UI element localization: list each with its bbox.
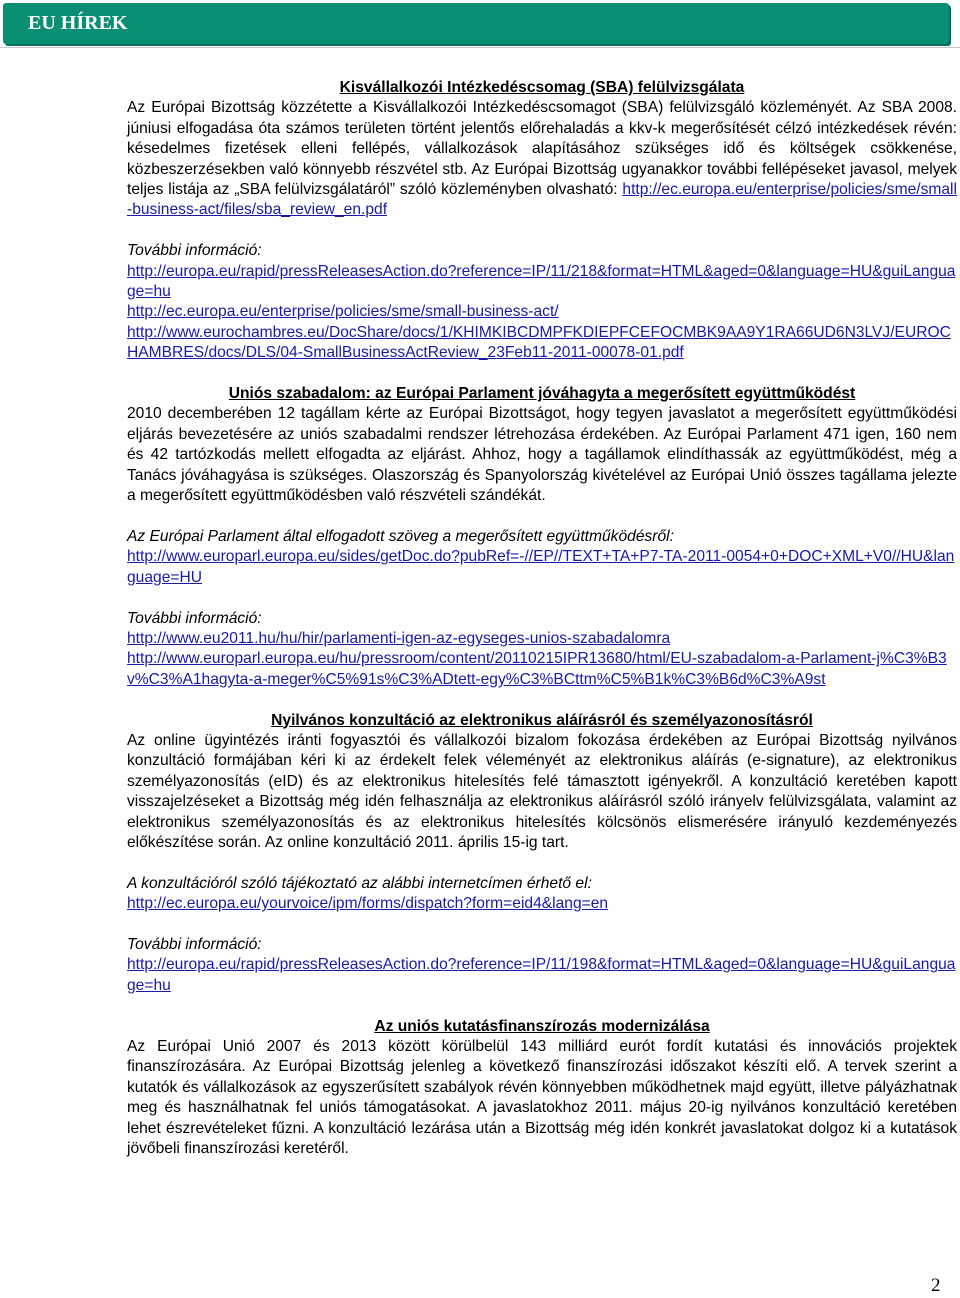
section-paragraph-text: Az Európai Bizottság közzétette a Kisvállalkozói Intézkedéscsomagot (SBA) felülvizsgáló közleményét. Az SBA 2008. júniusi elfogadása óta számos területen történt jelentős előrehaladás a kkv-k megerősítését célzó intézkedések révén: késedelmes fizetések elleni fellépés, vállalkozások alapításához szükséges idő és költségek csökkenése, közbeszerzésekben való könnyebb részvétel stb. Az Európai Bizottság ugyanakkor további fellépéseket javasol, melyek teljes listája az „SBA felülvizsgálatáról” szóló közleményben olvasható: — [127, 99, 957, 199]
link-yourvoice-consultation[interactable]: http://ec.europa.eu/yourvoice/ipm/forms/dispatch?form=eid4&lang=en — [127, 895, 609, 913]
more-info-label: További információ: — [127, 609, 262, 627]
link-press-release-ip-11-218[interactable]: http://europa.eu/rapid/pressReleasesAction.do?reference=IP/11/218&format=HTML&aged=0&language=HU&guiLanguage=hu — [127, 262, 956, 301]
link-press-release-ip-11-198[interactable]: http://europa.eu/rapid/pressReleasesAction.do?reference=IP/11/198&format=HTML&aged=0&language=HU&guiLanguage=hu — [127, 956, 956, 994]
more-info-label: További információ: — [127, 242, 262, 260]
link-small-business-act[interactable]: http://ec.europa.eu/enterprise/policies/sme/small-business-act/ — [127, 303, 559, 321]
article-content — [127, 78, 957, 1159]
link-europarl-pressroom[interactable]: http://www.europarl.europa.eu/hu/pressroom/content/20110215IPR13680/html/EU-szabadalom-a-Parlament-j%C3%B3v%C3%A1hagyta-a-meger%C5%91s%C3%ADtett-egy%C3%BCttm%C5%B1k%C3%B6d%C3%A9st — [127, 650, 947, 688]
banner-title: EU HÍREK — [3, 3, 949, 44]
more-info-label: További információ: — [127, 935, 262, 953]
section-heading-research-funding: Az uniós kutatásfinanszírozás modernizálása — [374, 1017, 710, 1035]
section-paragraph-patent: 2010 decemberében 12 tagállam kérte az Európai Bizottságot, hogy tegyen javaslatot a megerősített együttműködési eljárás bevezetésére az uniós szabadalmi rendszer létrehozása érdekében. Az Európai Parlament 471 igen, 160 nem és 42 tartózkodás mellett elfogadta az eljárást. Ahhoz, hogy a tagállamok elindíthassák az együttműködést, még a Tanács jóváhagyása is szükséges. Olaszország és Spanyolország kivételével az Európai Unió összes tagállama jelezte a megerősített együttműködésben való részvételi szándékát. — [127, 405, 957, 505]
section-heading-sba: Kisvállalkozói Intézkedéscsomag (SBA) felülvizsgálata — [339, 79, 745, 96]
sba-review-link[interactable]: http://ec.europa.eu/enterprise/policies/sme/small-business-act/files/sba_review_en.pdf — [127, 181, 957, 219]
link-europarl-getdoc[interactable]: http://www.europarl.europa.eu/sides/getDoc.do?pubRef=-//EP//TEXT+TA+P7-TA-2011-0054+0+DOC+XML+V0//HU&language=HU — [127, 548, 955, 586]
header-banner — [0, 0, 960, 48]
section-paragraph-esignature: Az online ügyintézés iránti fogyasztói és vállalkozói bizalom fokozása érdekében az Európai Bizottság nyilvános konzultáció formájában kéri ki az érdekelt felek véleményét az elektronikus aláírás (e-signature), az elektronikus személyazonosítás (eID) és az elektronikus hitelesítés felé támasztott igényekről. A konzultáció keretében kapott visszajelzéseket a Bizottság még idén felhasználja az elektronikus aláírásról szóló irányelv felülvizsgálata, valamint az elektronikus személyazonosítás és az elektronikus hitelesítés kölcsönös elismerésére irányuló kezdeményezés előkészítése során. Az online konzultáció 2011. április 15-ig tart. — [127, 731, 957, 851]
section-heading-patent: Uniós szabadalom: az Európai Parlament jóváhagyta a megerősített együttműködést — [228, 385, 856, 403]
consultation-info-label: A konzultációról szóló tájékoztató az alábbi internetcímen érhető el: — [127, 874, 592, 892]
section-paragraph-research-funding: Az Európai Unió 2007 és 2013 között körülbelül 143 milliárd eurót fordít kutatási és innovációs projektek finanszírozására. Az Európai Bizottság jelenleg a következő finanszírozási időszakot készíti elő. A tervek szerint a kutatók és vállalkozások az egyszerűsített szabályok révén könnyebben működhetnek majd együtt, illetve pályázhatnak meg és használhatnak fel uniós támogatásokat. A javaslatokhoz 2011. május 20-ig nyilvános konzultáció keretében lehet észrevételeket fűzni. A konzultáció lezárása után a Bizottság még idén konkrét javaslatokat dolgoz ki a kutatások jövőbeli finanszírozási keretéről. — [127, 1037, 957, 1157]
section-heading-esignature: Nyilvános konzultáció az elektronikus aláírásról és személyazonosításról — [271, 711, 813, 729]
adopted-text-label: Az Európai Parlament által elfogadott szöveg a megerősített együttműködésről: — [127, 527, 674, 545]
page-number: 2 — [931, 1275, 941, 1296]
section-paragraph-sba — [127, 98, 957, 220]
link-eurochambres-pdf[interactable]: http://www.eurochambres.eu/DocShare/docs/1/KHIMKIBCDMPFKDIEPFCEFOCMBK9AA9Y1RA66UD6N3LVJ/EUROCHAMBRES/docs/DLS/04-SmallBusinessActReview_23Feb11-2011-00078-01.pdf — [127, 323, 951, 362]
link-eu2011-patent[interactable]: http://www.eu2011.hu/hu/hir/parlamenti-igen-az-egyseges-unios-szabadalomra — [127, 629, 671, 647]
